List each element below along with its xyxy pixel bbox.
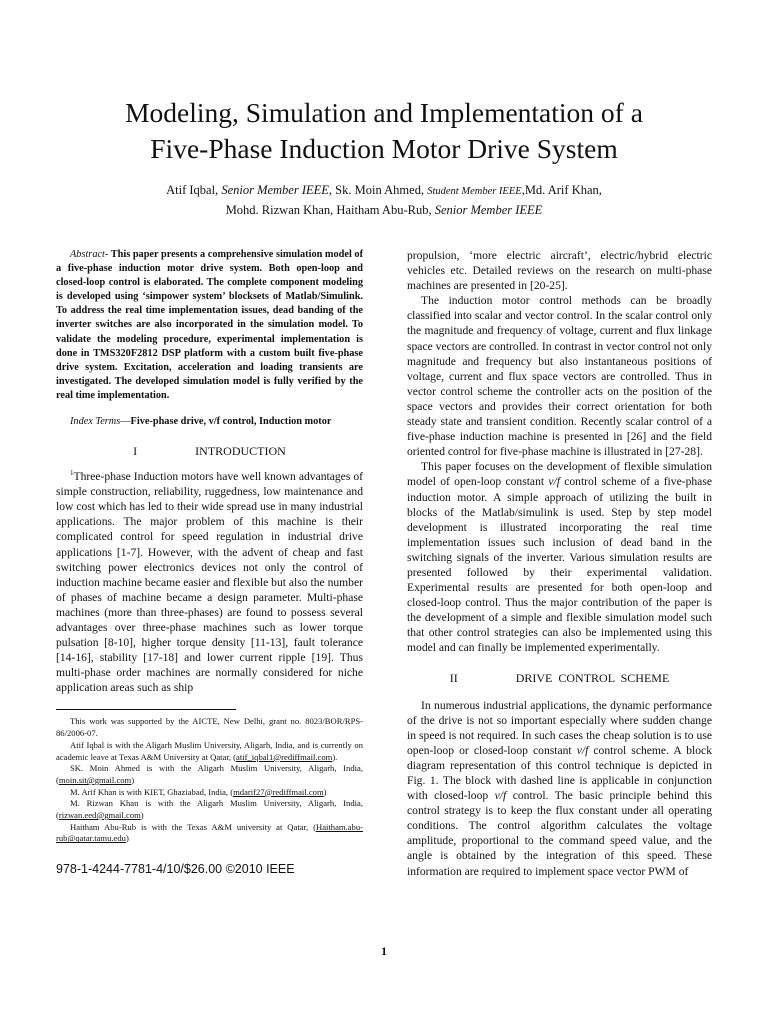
footnote-author: M. Rizwan Khan is with the Aligarh Muslim University, Aligarh, India, (rizwan.eed@gmail.com) (56, 798, 363, 821)
author-line-2 (40, 201, 728, 219)
copyright-line: 978-1-4244-7781-4/10/$26.00 ©2010 IEEE (56, 862, 295, 877)
footnote-author: Atif Iqbal is with the Aligarh Muslim University, Aligarh, India, and is currently on academic leave at Texas A&M University at Qatar, (atif_iqbal1@rediffmail.com). (56, 739, 363, 762)
body-paragraph: propulsion, ‘more electric aircraft’, electric/hybrid electric vehicles etc. Detailed reviews on the research on multi-phase machines are presented in [20-25]. (407, 249, 712, 293)
math-vf: v/f (548, 475, 560, 489)
body-paragraph: In numerous industrial applications, the dynamic performance of the drive is not so important especially where sudden change in speed is not required. In such cases the cheap solution is to use open-loop or closed-loop constant v/f control scheme. A block diagram representation of this control technique is depicted in Fig. 1. The block with dashed line is applicable in conjunction with closed-loop v/f control. The basic principle behind this control strategy is to keep the flux constant under all operating conditions. The control algorithm calculates the voltage amplitude, proportional to the command speed value, and the angle is obtained by the integration of this speed. These information are required to implement space vector PWM of (407, 698, 712, 878)
body-paragraph: The induction motor control methods can be broadly classified into scalar and vector control. In the scalar control only the magnitude and frequency of voltage, current and flux linkage space vectors are controlled. In contrast in vector control not only magnitude and frequency but also instantaneous positions of voltage, current and flux space vectors are controlled. Thus in vector control scheme the controller acts on the position of the space vectors and provides their correct orientation for both steady state and transient condition. Recently scalar control of a five-phase induction machine is presented in [26] and the field oriented control for five-phase machine is illustrated in [27-28]. (407, 294, 712, 459)
author-role: Senior Member IEEE (221, 183, 329, 197)
footnotes (56, 716, 363, 845)
body-paragraph: This paper focuses on the development of flexible simulation model of open-loop constant v/f control scheme of a five-phase induction motor. A simple approach of utilizing the built in blocks of the Matlab/simulink is used. Step by step model development is illustrated incorporating the real time implementation issues such inclusion of dead band in the switching signals of the inverter. Various simulation results are presented followed by their experimental validation. Experimental results are presented for both open-loop and closed-loop control. Thus the major contribution of the paper is the development of a simple and flexible simulation model such that other control strategies can also be implemented using this model and can finally be implemented experimentally. (407, 460, 712, 655)
title-line-2: Five-Phase Induction Motor Drive System (150, 133, 618, 164)
email-link[interactable]: mdarif27@rediffmail.com (233, 786, 324, 797)
title-line-1: Modeling, Simulation and Implementation of a (125, 97, 643, 128)
abstract-label: Abstract- (70, 249, 109, 260)
author-name: Mohd. Rizwan Khan, Haitham Abu-Rub, (225, 203, 435, 217)
paragraph-text: Three-phase Induction motors have well known advantages of simple construction, reliability, ruggedness, low maintenance and low cost which has led to their wide spread use in many industrial applications. The major problem of this machine is their complicated control for speed regulation in industrial drive applications [1-7]. However, with the advent of cheap and fast switching power electronics devices not only the control of induction machine became easier and flexible but also the number of phases of machine became a design parameter. Multi-phase machines (more than three-phases) are found to possess several advantages over three-phase machines such as lower torque pulsation [8-10], higher torque density [11-13], fault tolerance [14-16], stability [17-18] and lower current ripple [19]. Thus multi-phase order machines are normally considered for niche application areas such as ship (56, 470, 363, 695)
email-link[interactable]: Haitham.abu-rub@qatar.tamu.edu (56, 821, 363, 844)
footnote-marker: 1 (70, 469, 74, 478)
abstract-text: This paper presents a comprehensive simulation model of a five-phase induction motor drive system. Both open-loop and closed-loop control is elaborated. The complete component modeling is developed using ‘simpower system’ blocksets of Matlab/Simulink. To address the real time implementation issues, dead banding of the inverter switches are also incorporated in the simulation model. To validate the modeling procedure, experimental implementation is done in TMS320F2812 DSP platform with a custom built five-phase drive system. Excitation, acceleration and loading transients are investigated. The developed simulation model is fully verified by the real time implementation. (56, 249, 363, 401)
author-list (40, 181, 728, 219)
page-number: 1 (381, 944, 387, 958)
math-vf: v/f (494, 789, 507, 803)
footnote-rule (56, 709, 236, 710)
email-link[interactable]: atif_iqbal1@rediffmail.com (236, 751, 333, 762)
email-link[interactable]: moin.sit@gmail.com (58, 774, 132, 785)
section-title: DRIVE CONTROL SCHEME (515, 670, 670, 685)
intro-paragraph (56, 469, 363, 695)
index-terms-text: Five-phase drive, v/f control, Induction motor (130, 416, 332, 428)
math-vf: v/f (576, 743, 589, 757)
abstract (56, 248, 363, 403)
footnote-author: SK. Moin Ahmed is with the Aligarh Muslim University, Aligarh, India, (moin.sit@gmail.com) (56, 763, 363, 785)
author-name: ,Md. Arif Khan, (521, 183, 602, 197)
section-number: II (449, 670, 458, 685)
author-role: Student Member IEEE (427, 186, 522, 197)
index-terms-dash: — (120, 416, 131, 428)
author-name: , Sk. Moin Ahmed, (328, 183, 428, 197)
author-role: Senior Member IEEE (434, 203, 543, 217)
section-title: INTRODUCTION (195, 444, 286, 459)
section-heading-drive-control (407, 670, 712, 686)
right-column (407, 248, 712, 879)
footnote-funding: This work was supported by the AICTE, New Delhi, grant no. 8023/BOR/RPS-86/2006-07. (56, 716, 363, 739)
author-name: Atif Iqbal, (166, 183, 222, 197)
footnote-author: Haitham Abu-Rub is with the Texas A&M university at Qatar, (Haitham.abu-rub@qatar.tamu.edu) (56, 821, 363, 844)
email-link[interactable]: rizwan.eed@gmail.com (58, 810, 141, 821)
paper-title (40, 95, 728, 167)
footnote-author: M. Arif Khan is with KIET, Ghaziabad, India, (mdarif27@rediffmail.com) (70, 786, 327, 797)
author-line-1 (40, 181, 728, 201)
section-heading-introduction (56, 443, 363, 459)
index-terms (56, 415, 363, 429)
section-number: I (133, 444, 138, 459)
left-column (56, 248, 363, 877)
index-terms-label: Index Terms (70, 416, 121, 428)
